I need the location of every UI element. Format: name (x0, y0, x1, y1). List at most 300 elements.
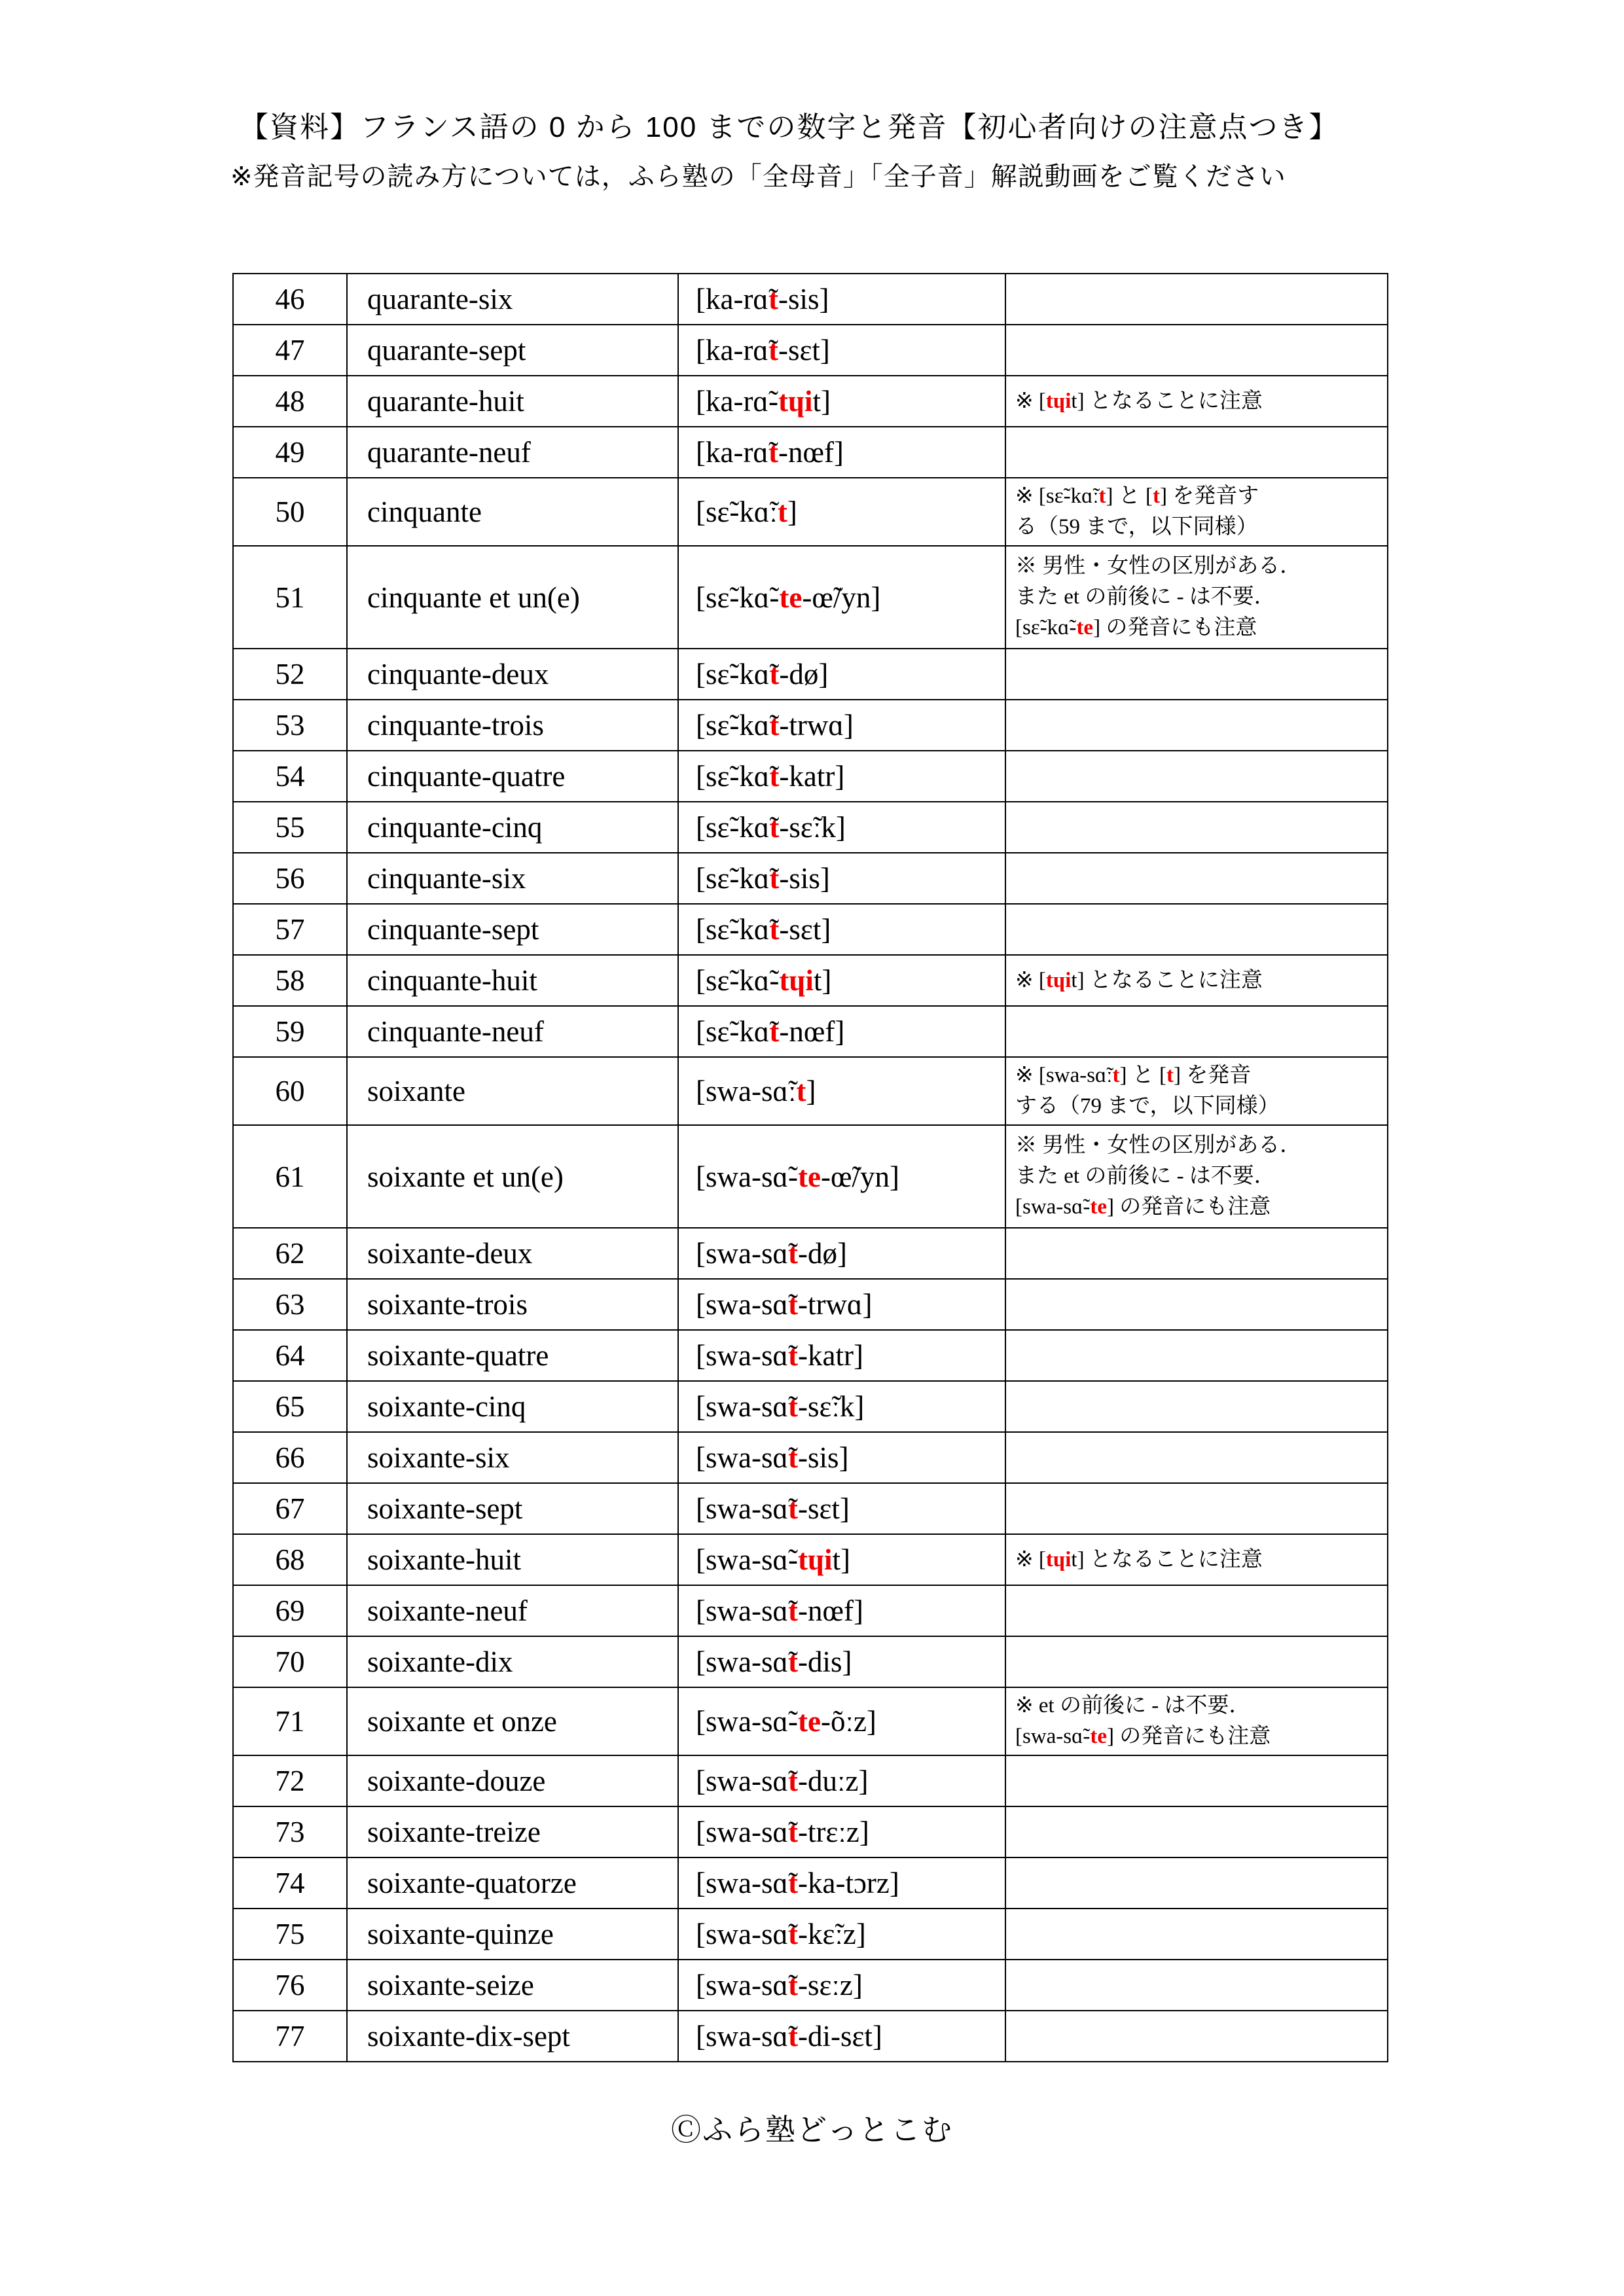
table-row (233, 1534, 1388, 1585)
cell-french-word: soixante-douze (347, 1755, 678, 1806)
cell-note (1005, 649, 1388, 700)
cell-french-word: soixante-huit (347, 1534, 678, 1585)
text-segment: -sɛt] (779, 913, 831, 946)
document-header (230, 103, 1441, 193)
table-row (233, 1330, 1388, 1381)
text-segment: -nœf] (779, 1015, 845, 1048)
text-segment: t] (1071, 1547, 1085, 1571)
note-line (1015, 1060, 1382, 1091)
cell-pronunciation (678, 1960, 1005, 2011)
table-row (233, 955, 1388, 1006)
note-line (1015, 613, 1382, 643)
cell-number: 69 (233, 1585, 347, 1636)
cell-note (1005, 1960, 1388, 2011)
cell-note (1005, 1228, 1388, 1279)
highlighted-segment: te (797, 1160, 821, 1193)
text-segment: [sɛ̃-kɑ̃ (696, 1015, 770, 1048)
highlighted-segment: t (788, 1918, 798, 1950)
cell-number: 74 (233, 1857, 347, 1909)
cell-french-word: cinquante-trois (347, 700, 678, 751)
text-segment: [swa-sɑ̃ (696, 1237, 788, 1270)
highlighted-segment: t (1112, 1064, 1120, 1087)
cell-note (1005, 427, 1388, 478)
cell-pronunciation (678, 700, 1005, 751)
text-segment: -sɛ̃ːk] (779, 811, 846, 844)
text-segment: ] の発音にも注意 (1093, 616, 1257, 639)
cell-pronunciation (678, 1534, 1005, 1585)
cell-pronunciation (678, 1006, 1005, 1057)
note-line (1015, 386, 1382, 417)
text-segment: -dø] (798, 1237, 847, 1270)
table-row (233, 1381, 1388, 1432)
text-segment: [swa-sɑ̃ (696, 1339, 788, 1372)
text-segment: となることに注意 (1084, 968, 1263, 992)
cell-pronunciation (678, 274, 1005, 325)
text-segment: -õːz] (820, 1705, 876, 1738)
text-segment: -nœf] (798, 1594, 863, 1627)
cell-number: 51 (233, 546, 347, 649)
highlighted-segment: t (788, 1765, 798, 1797)
cell-note (1005, 376, 1388, 427)
cell-french-word: soixante et onze (347, 1687, 678, 1755)
cell-french-word: quarante-sept (347, 325, 678, 376)
highlighted-segment: t (788, 1867, 798, 1899)
highlighted-segment: t (777, 495, 787, 528)
cell-pronunciation (678, 904, 1005, 955)
page-title: 【資料】フランス語の 0 から 100 までの数字と発音【初心者向けの注意点つき】 (240, 111, 1339, 143)
text-segment: [swa-sɑ̃ː (696, 1075, 797, 1107)
text-segment: ※ [ (1015, 1547, 1046, 1571)
cell-number: 57 (233, 904, 347, 955)
text-segment: ] の発音にも注意 (1107, 1725, 1271, 1748)
highlighted-segment: tɥi (1045, 1547, 1072, 1571)
text-segment: [ka-rɑ̃ (696, 334, 768, 367)
table-row (233, 1006, 1388, 1057)
highlighted-segment: t (769, 862, 780, 895)
table-row (233, 478, 1388, 546)
highlighted-segment: tɥi (1045, 389, 1072, 413)
text-segment: [sɛ̃-kɑ̃ (696, 811, 770, 844)
text-segment: [swa-sɑ̃ (696, 1969, 788, 2001)
highlighted-segment: t (788, 1288, 798, 1321)
cell-note (1005, 1057, 1388, 1125)
cell-note (1005, 1483, 1388, 1534)
text-segment: -di-sɛt] (798, 2020, 882, 2053)
text-segment: -sɛːz] (798, 1969, 863, 2001)
text-segment: [swa-sɑ̃- (696, 1705, 798, 1738)
table-row (233, 1960, 1388, 2011)
text-segment: ] の発音にも注意 (1107, 1195, 1271, 1219)
table-row (233, 1279, 1388, 1330)
cell-pronunciation (678, 751, 1005, 802)
text-segment: -trwɑ] (779, 709, 854, 742)
text-segment: [swa-sɑ̃ (696, 1765, 788, 1797)
highlighted-segment: t (769, 658, 780, 691)
highlighted-segment: t (788, 1390, 798, 1423)
cell-pronunciation (678, 376, 1005, 427)
cell-french-word: soixante-quatre (347, 1330, 678, 1381)
table-row (233, 1687, 1388, 1755)
text-segment: -katr] (779, 760, 845, 793)
highlighted-segment: t (788, 1441, 798, 1474)
text-segment: -trwɑ] (798, 1288, 873, 1321)
text-segment: [swa-sɑ̃ (696, 1594, 788, 1627)
cell-pronunciation (678, 1755, 1005, 1806)
cell-french-word: cinquante-quatre (347, 751, 678, 802)
note-line (1015, 1161, 1382, 1192)
table-row (233, 546, 1388, 649)
cell-french-word: soixante-treize (347, 1806, 678, 1857)
text-segment: t] (812, 385, 831, 418)
text-segment: -duːz] (798, 1765, 869, 1797)
highlighted-segment: t (1098, 484, 1106, 508)
table-row (233, 427, 1388, 478)
text-segment: -sɛt] (798, 1492, 850, 1525)
cell-number: 62 (233, 1228, 347, 1279)
cell-number: 75 (233, 1909, 347, 1960)
highlighted-segment: t (769, 709, 780, 742)
cell-number: 67 (233, 1483, 347, 1534)
cell-pronunciation (678, 1381, 1005, 1432)
highlighted-segment: t (769, 1015, 780, 1048)
cell-note (1005, 1534, 1388, 1585)
text-segment: -dis] (798, 1645, 852, 1678)
cell-french-word: cinquante-six (347, 853, 678, 904)
highlighted-segment: tɥi (778, 385, 813, 418)
cell-note (1005, 2011, 1388, 2062)
cell-note (1005, 1687, 1388, 1755)
cell-number: 48 (233, 376, 347, 427)
cell-french-word: soixante-trois (347, 1279, 678, 1330)
cell-number: 72 (233, 1755, 347, 1806)
text-segment: ] と [ (1119, 1064, 1166, 1087)
text-segment: [ka-rɑ̃- (696, 385, 778, 418)
table-row (233, 1806, 1388, 1857)
cell-note (1005, 1279, 1388, 1330)
cell-number: 60 (233, 1057, 347, 1125)
highlighted-segment: t (769, 811, 780, 844)
highlighted-segment: t (768, 283, 778, 315)
cell-french-word: soixante-quatorze (347, 1857, 678, 1909)
text-segment: ※ [swa-sɑ̃ː (1015, 1064, 1113, 1087)
cell-pronunciation (678, 1057, 1005, 1125)
cell-pronunciation (678, 546, 1005, 649)
cell-note (1005, 751, 1388, 802)
highlighted-segment: t (788, 1339, 798, 1372)
text-segment: [sɛ̃-kɑ̃ (696, 913, 770, 946)
table-row (233, 1057, 1388, 1125)
highlighted-segment: t (788, 1492, 798, 1525)
cell-number: 70 (233, 1636, 347, 1687)
cell-french-word: soixante-quinze (347, 1909, 678, 1960)
highlighted-segment: te (779, 581, 803, 614)
text-segment: ※ [ (1015, 389, 1046, 413)
text-segment: ※ [sɛ̃-kɑ̃ː (1015, 484, 1099, 508)
text-segment: ※ [ (1015, 968, 1046, 992)
text-segment: [sɛ̃-kɑ̃- (696, 581, 780, 614)
note-line (1015, 512, 1382, 543)
highlighted-segment: t (768, 436, 778, 469)
cell-pronunciation (678, 649, 1005, 700)
table-row (233, 904, 1388, 955)
text-segment: [swa-sɑ̃- (1015, 1195, 1091, 1219)
text-segment: [swa-sɑ̃ (696, 1288, 788, 1321)
note-line (1015, 1192, 1382, 1223)
cell-french-word: soixante-seize (347, 1960, 678, 2011)
highlighted-segment: t (1166, 1064, 1174, 1087)
text-segment: [ka-rɑ̃ (696, 436, 768, 469)
text-segment: -œ̃/yn] (820, 1160, 899, 1193)
cell-note (1005, 802, 1388, 853)
table-row (233, 1909, 1388, 1960)
highlighted-segment: te (797, 1705, 821, 1738)
text-segment: [swa-sɑ̃ (696, 1441, 788, 1474)
text-segment: [swa-sɑ̃- (696, 1160, 798, 1193)
table-row (233, 853, 1388, 904)
text-segment: -ka-tɔrz] (798, 1867, 899, 1899)
text-segment: [swa-sɑ̃ (696, 1918, 788, 1950)
cell-number: 58 (233, 955, 347, 1006)
table-row (233, 1636, 1388, 1687)
text-segment: -kɛ̃ːz] (798, 1918, 866, 1950)
table-row (233, 1585, 1388, 1636)
cell-note (1005, 1125, 1388, 1228)
cell-number: 77 (233, 2011, 347, 2062)
highlighted-segment: t (788, 1969, 798, 2001)
text-segment: [swa-sɑ̃ (696, 1492, 788, 1525)
cell-french-word: quarante-six (347, 274, 678, 325)
cell-note (1005, 700, 1388, 751)
cell-note (1005, 546, 1388, 649)
cell-pronunciation (678, 955, 1005, 1006)
highlighted-segment: te (1076, 616, 1094, 639)
cell-note (1005, 1585, 1388, 1636)
cell-note (1005, 1330, 1388, 1381)
cell-pronunciation (678, 1585, 1005, 1636)
cell-note (1005, 274, 1388, 325)
cell-french-word: cinquante-huit (347, 955, 678, 1006)
cell-number: 73 (233, 1806, 347, 1857)
table-row (233, 1755, 1388, 1806)
cell-french-word: soixante-six (347, 1432, 678, 1483)
note-line (1015, 965, 1382, 996)
table-row (233, 802, 1388, 853)
text-segment: [swa-sɑ̃ (696, 2020, 788, 2053)
cell-note (1005, 1806, 1388, 1857)
cell-note (1005, 1381, 1388, 1432)
cell-number: 46 (233, 274, 347, 325)
highlighted-segment: t (788, 1645, 798, 1678)
cell-french-word: cinquante-neuf (347, 1006, 678, 1057)
table-body (233, 274, 1388, 2062)
text-segment: ] (787, 495, 797, 528)
cell-number: 61 (233, 1125, 347, 1228)
cell-french-word: quarante-huit (347, 376, 678, 427)
cell-number: 68 (233, 1534, 347, 1585)
text-segment: [sɛ̃-kɑ̃ː (696, 495, 778, 528)
text-segment: ※ 男性・女性の区別がある． (1015, 554, 1302, 578)
cell-note (1005, 1006, 1388, 1057)
text-segment: [sɛ̃-kɑ̃- (696, 964, 780, 997)
cell-number: 65 (233, 1381, 347, 1432)
text-segment: ] を発音す (1160, 484, 1259, 508)
cell-pronunciation (678, 1909, 1005, 1960)
cell-french-word: cinquante-cinq (347, 802, 678, 853)
cell-note (1005, 478, 1388, 546)
highlighted-segment: t (769, 760, 780, 793)
table-row (233, 1125, 1388, 1228)
cell-note (1005, 853, 1388, 904)
text-segment: [ka-rɑ̃ (696, 283, 768, 315)
cell-pronunciation (678, 1857, 1005, 1909)
cell-pronunciation (678, 1687, 1005, 1755)
cell-french-word: soixante-dix (347, 1636, 678, 1687)
text-segment: -dø] (779, 658, 829, 691)
text-segment: [swa-sɑ̃ (696, 1645, 788, 1678)
highlighted-segment: t (788, 2020, 798, 2053)
text-segment: -trɛːz] (798, 1816, 869, 1848)
cell-pronunciation (678, 1636, 1005, 1687)
numbers-pronunciation-table (232, 273, 1388, 2062)
text-segment: -sis] (779, 862, 830, 895)
cell-french-word: cinquante (347, 478, 678, 546)
text-segment: [sɛ̃-kɑ̃- (1015, 616, 1077, 639)
highlighted-segment: te (1090, 1725, 1108, 1748)
text-segment: [sɛ̃-kɑ̃ (696, 760, 770, 793)
cell-pronunciation (678, 1806, 1005, 1857)
text-segment: となることに注意 (1084, 389, 1263, 413)
cell-number: 59 (233, 1006, 347, 1057)
cell-note (1005, 904, 1388, 955)
text-segment: -œ̃/yn] (802, 581, 881, 614)
note-line (1015, 1691, 1382, 1721)
highlighted-segment: t (768, 334, 778, 367)
cell-french-word: cinquante et un(e) (347, 546, 678, 649)
text-segment: する（79 まで，以下同様） (1015, 1094, 1280, 1118)
text-segment: また et の前後に - は不要． (1015, 585, 1276, 609)
table-row (233, 376, 1388, 427)
cell-pronunciation (678, 853, 1005, 904)
table-row (233, 700, 1388, 751)
text-segment: -sis] (778, 283, 829, 315)
table-row (233, 1483, 1388, 1534)
cell-note (1005, 955, 1388, 1006)
page-subtitle: ※発音記号の読み方については，ふら塾の「全母音」「全子音」解説動画をご覧ください (230, 162, 1286, 191)
table-row (233, 751, 1388, 802)
cell-pronunciation (678, 325, 1005, 376)
note-line (1015, 1545, 1382, 1575)
text-segment: る（59 まで，以下同様） (1015, 515, 1258, 539)
cell-pronunciation (678, 1330, 1005, 1381)
highlighted-segment: tɥi (779, 964, 814, 997)
cell-note (1005, 1636, 1388, 1687)
cell-pronunciation (678, 478, 1005, 546)
cell-number: 47 (233, 325, 347, 376)
text-segment: となることに注意 (1084, 1547, 1263, 1571)
text-segment: [sɛ̃-kɑ̃ (696, 709, 770, 742)
text-segment: [swa-sɑ̃ (696, 1816, 788, 1848)
text-segment: また et の前後に - は不要． (1015, 1164, 1276, 1188)
text-segment: [swa-sɑ̃ (696, 1390, 788, 1423)
cell-number: 63 (233, 1279, 347, 1330)
cell-number: 50 (233, 478, 347, 546)
cell-number: 49 (233, 427, 347, 478)
table-row (233, 2011, 1388, 2062)
highlighted-segment: te (1090, 1195, 1108, 1219)
table-row (233, 649, 1388, 700)
cell-pronunciation (678, 1228, 1005, 1279)
text-segment: -sis] (798, 1441, 849, 1474)
cell-pronunciation (678, 1483, 1005, 1534)
cell-number: 71 (233, 1687, 347, 1755)
note-line (1015, 582, 1382, 613)
cell-french-word: soixante-deux (347, 1228, 678, 1279)
cell-note (1005, 1755, 1388, 1806)
cell-french-word: soixante-neuf (347, 1585, 678, 1636)
highlighted-segment: t (788, 1594, 798, 1627)
text-segment: ] を発音 (1173, 1064, 1252, 1087)
cell-note (1005, 1857, 1388, 1909)
highlighted-segment: t (1153, 484, 1160, 508)
cell-number: 53 (233, 700, 347, 751)
cell-french-word: soixante (347, 1057, 678, 1125)
table-row (233, 274, 1388, 325)
text-segment: t] (1071, 389, 1085, 413)
cell-pronunciation (678, 1279, 1005, 1330)
highlighted-segment: t (769, 913, 780, 946)
text-segment: -sɛ̃ːk] (798, 1390, 865, 1423)
text-segment: t] (1071, 968, 1085, 992)
cell-note (1005, 325, 1388, 376)
cell-number: 66 (233, 1432, 347, 1483)
note-line (1015, 1091, 1382, 1122)
cell-french-word: soixante-sept (347, 1483, 678, 1534)
highlighted-segment: t (796, 1075, 806, 1107)
table-row (233, 1432, 1388, 1483)
text-segment: ※ 男性・女性の区別がある． (1015, 1134, 1302, 1157)
note-line (1015, 551, 1382, 582)
highlighted-segment: t (788, 1816, 798, 1848)
cell-number: 55 (233, 802, 347, 853)
cell-pronunciation (678, 1432, 1005, 1483)
text-segment: ※ et の前後に - は不要． (1015, 1694, 1251, 1717)
cell-pronunciation (678, 427, 1005, 478)
highlighted-segment: t (788, 1237, 798, 1270)
note-line (1015, 1721, 1382, 1752)
text-segment: t] (813, 964, 832, 997)
cell-note (1005, 1432, 1388, 1483)
text-segment: [swa-sɑ̃- (1015, 1725, 1091, 1748)
cell-pronunciation (678, 1125, 1005, 1228)
table-row (233, 1228, 1388, 1279)
highlighted-segment: tɥi (1045, 968, 1072, 992)
cell-note (1005, 1909, 1388, 1960)
text-segment: [sɛ̃-kɑ̃ (696, 862, 770, 895)
cell-french-word: cinquante-sept (347, 904, 678, 955)
cell-number: 56 (233, 853, 347, 904)
text-segment: [swa-sɑ̃- (696, 1543, 798, 1576)
cell-number: 52 (233, 649, 347, 700)
cell-french-word: quarante-neuf (347, 427, 678, 478)
note-line (1015, 1130, 1382, 1161)
cell-pronunciation (678, 2011, 1005, 2062)
cell-french-word: cinquante-deux (347, 649, 678, 700)
text-segment: t] (832, 1543, 850, 1576)
cell-number: 54 (233, 751, 347, 802)
table-row (233, 1857, 1388, 1909)
text-segment: -nœf] (778, 436, 844, 469)
cell-french-word: soixante et un(e) (347, 1125, 678, 1228)
